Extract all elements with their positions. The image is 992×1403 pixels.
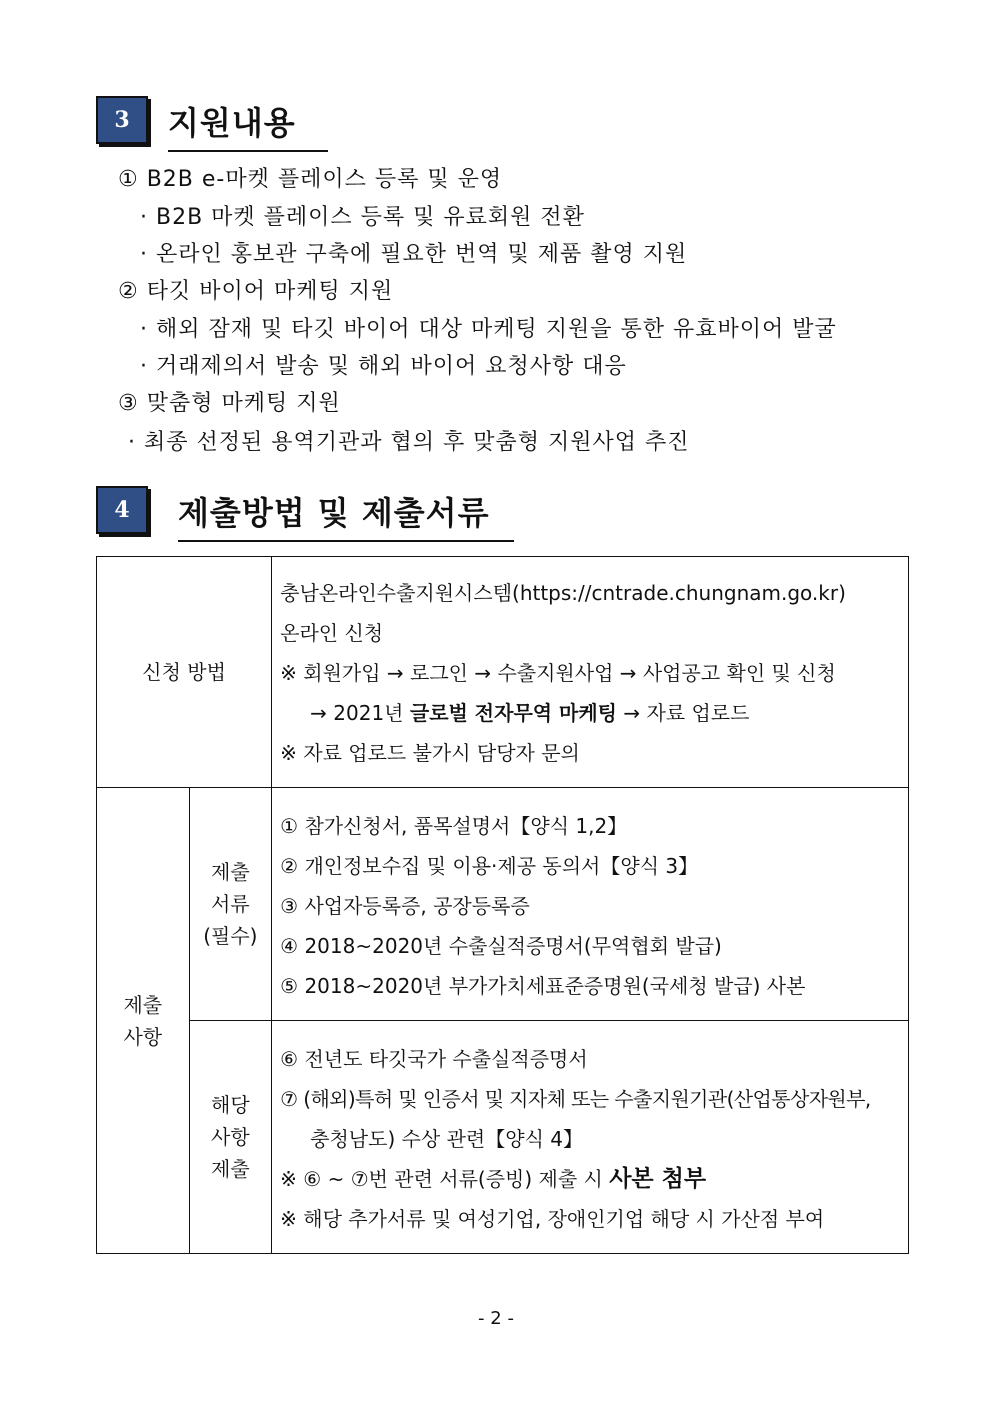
submission-table (96, 556, 909, 1254)
required-docs-content (272, 788, 909, 1021)
support-item-2: ② 타깃 바이어 마케팅 지원 (118, 279, 394, 304)
apply-steps-cont: → 2021년 글로벌 전자무역 마케팅 → 자료 업로드 (310, 701, 750, 725)
applicable-docs-row (97, 1021, 909, 1254)
doc-item: ② 개인정보수집 및 이용·제공 동의서【양식 3】 (280, 854, 699, 878)
support-subitem: · 거래제의서 발송 및 해외 바이어 요청사항 대응 (140, 354, 627, 379)
doc-item: ⑤ 2018~2020년 부가가치세표준증명원(국세청 발급) 사본 (280, 974, 806, 998)
upload-note: ※ 자료 업로드 불가시 담당자 문의 (280, 741, 580, 765)
apply-method-header: 신청 방법 (97, 557, 272, 788)
required-docs-row (97, 788, 909, 1021)
apply-steps: ※ 회원가입 → 로그인 → 수출지원사업 → 사업공고 확인 및 신청 (280, 661, 836, 685)
page-number: - 2 - (478, 1308, 514, 1329)
support-subitem: · 해외 잠재 및 타깃 바이어 대상 마케팅 지원을 통한 유효바이어 발굴 (140, 317, 837, 342)
support-subitem: · 최종 선정된 용역기관과 협의 후 맞춤형 지원사업 추진 (128, 430, 690, 455)
doc-item: ① 참가신청서, 품목설명서【양식 1,2】 (280, 814, 628, 838)
applicable-docs-header: 해당 사항 제출 (189, 1021, 272, 1254)
section-3-number: 3 (96, 96, 148, 144)
online-apply: 온라인 신청 (280, 621, 384, 645)
copy-attach-emphasis: 사본 첨부 (609, 1166, 707, 1192)
section-4-number: 4 (96, 486, 148, 534)
support-item-3: ③ 맞춤형 마케팅 지원 (118, 391, 341, 416)
doc-item: ③ 사업자등록증, 공장등록증 (280, 894, 530, 918)
doc-item: ⑦ (해외)특허 및 인증서 및 지자체 또는 수출지원기관(산업통상자원부, (280, 1087, 871, 1111)
support-item-1: ① B2B e-마켓 플레이스 등록 및 운영 (118, 167, 503, 192)
apply-method-content (272, 557, 909, 788)
submit-header: 제출 사항 (97, 788, 190, 1254)
doc-item: ④ 2018~2020년 수출실적증명서(무역협회 발급) (280, 934, 722, 958)
apply-method-row (97, 557, 909, 788)
section-3-title: 지원내용 (168, 98, 328, 152)
program-name: 글로벌 전자무역 마케팅 (409, 701, 618, 725)
support-subitem: · 온라인 홍보관 구축에 필요한 번역 및 제품 촬영 지원 (140, 242, 688, 267)
doc-item-cont: 충청남도) 수상 관련【양식 4】 (310, 1127, 583, 1151)
system-name: 충남온라인수출지원시스템(https://cntrade.chungnam.go.kr) (280, 581, 846, 605)
copy-note: ※ ⑥ ~ ⑦번 관련 서류(증빙) 제출 시 사본 첨부 (280, 1166, 707, 1192)
doc-item: ⑥ 전년도 타깃국가 수출실적증명서 (280, 1047, 588, 1071)
section-4-title: 제출방법 및 제출서류 (178, 488, 514, 542)
support-subitem: · B2B 마켓 플레이스 등록 및 유료회원 전환 (140, 205, 585, 230)
applicable-docs-content (272, 1021, 909, 1254)
required-docs-header: 제출 서류 (필수) (189, 788, 272, 1021)
bonus-note: ※ 해당 추가서류 및 여성기업, 장애인기업 해당 시 가산점 부여 (280, 1207, 825, 1231)
